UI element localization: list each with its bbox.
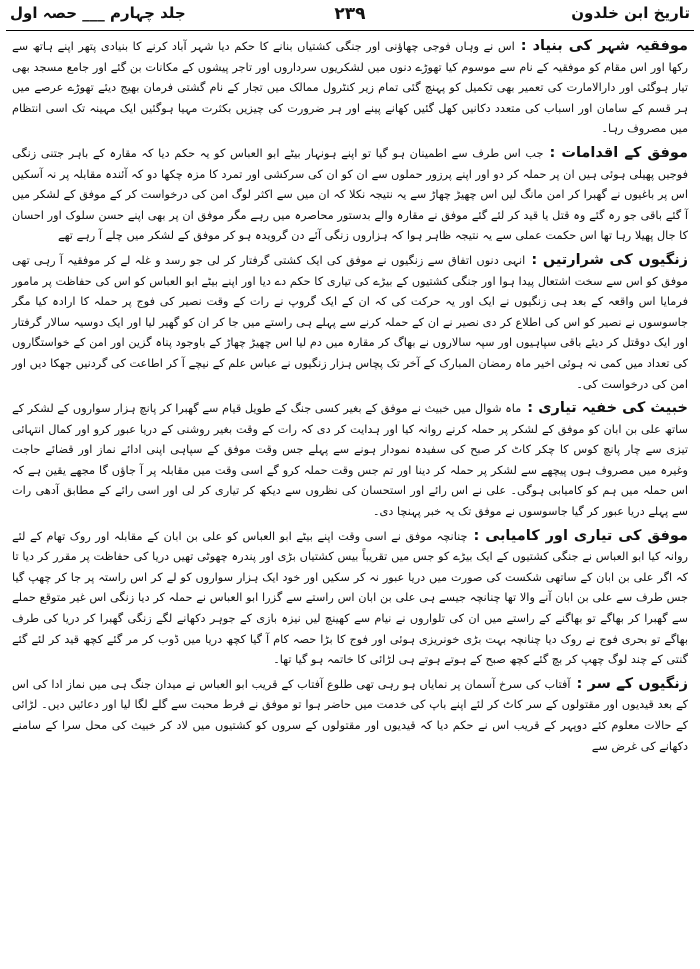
volume-label: جلد چہارم ___ حصہ اول	[10, 4, 186, 22]
paragraph-text: ماہ شوال میں خبیث نے موفق کے بغیر کسی جنگ کے طویل قیام سے گھبرا کر پانچ ہزار سواروں کے لشکر کے ساتھ علی بن ابان کو موفق کے لشکر پر حملہ کرنے روانہ کیا اور ہدایت کر دی کہ رات کے وقت بغیر روشنی کے دریا عبور کرو اور کمال انتہائی تیزی سے چار پانچ کوس کا چکر کاٹ کر صبح کی سفیدہ نمودار ہونے سے پہلے جس وقت موفق کے سپاہی اپنی ادائے نماز اور قضائے حاجت وغیرہ میں مصروف ہوں پیچھے سے لشکر پر حملہ کر دینا اور تم جس وقت حملہ کرو گے اسی وقت میں مقابلہ پر آ جاؤں گا مجھے یقین ہے کہ اس حملہ میں ہم کو کامیابی ہوگی۔ علی نے اس رائے اور استحسان کی نظروں سے دیکھ کر تیاری کر لی اور اسی رائے کے مطابق آدھی رات سے پہلے دریا عبور کر گیا جاسوسوں نے موفق تک یہ خبر پہنچا دی۔	[12, 402, 688, 519]
section-heading: زنگیوں کی شرارتیں :	[531, 251, 688, 268]
section-preparation-success	[12, 526, 688, 671]
paragraph	[12, 398, 688, 523]
paragraph	[12, 143, 688, 247]
section-heading: موفق کے اقدامات :	[549, 144, 688, 161]
paragraph	[12, 36, 688, 140]
section-zanj-mischief	[12, 250, 688, 395]
paragraph-text: انہی دنوں اتفاق سے زنگیوں نے موفق کی ایک کشتی گرفتار کر لی جو رسد و غلہ لے کر موفقیہ آ رہی تھی موفق کو اس سے سخت اشتعال پیدا ہوا اور جنگی کشتیوں کے بیڑے کی تیاری کا حکم دے دیا اور اپنے بیٹے ابو العباس کو اس کی حفاظت پر مامور فرمایا اس واقعہ کے بعد ہی زنگیوں نے ایک اور یہ حرکت کی کہ ان کے ایک گروپ نے رات کے وقت نصیر کی فوج پر حملہ کا ارادہ کیا مگر جاسوسوں نے نصیر کو اس کی اطلاع کر دی نصیر نے ان کے حملہ کرنے سے پہلے ہی راستے میں جا کر ان کو گھیر لیا اور ایک دوسیہ سالار گرفتار اور ایک دوقتل کر دیئے باقی سپاہیوں اور سپہ سالاروں نے بھاگ کر مقارہ میں دم لیا اس چھیڑ چھاڑ کے باوجود پناہ گزین اور امن کے خواستگاروں کی تعداد میں کمی نہ ہوئی اخیر ماہ رمضان المبارک کے آخر تک پچاس ہزار زنگیوں نے عباس علم کے نیچے آ کر اطاعت کی گردنیں جھکا دیں اور امن کی درخواست کی۔	[12, 253, 688, 391]
section-heading: زنگیوں کے سر :	[576, 675, 688, 692]
paragraph-text: آفتاب کی سرخ آسمان پر نمایاں ہو رہی تھی طلوع آفتاب کے قریب ابو العباس نے میدان جنگ ہی میں نماز ادا کی اس کے بعد قیدیوں اور مقتولوں کے سر کاٹ کر لئے اپنے باپ کی خدمت میں حاضر ہوا تو موفق نے فرط محبت سے گلے لگا لیا اور دعائیں دیں۔ لڑائی کے حالات معلوم کئے دوپہر کے قریب اس نے حکم دیا کہ قیدیوں اور مقتولوں کے سروں کو کشتیوں میں لاد کر خبیث کی محل سرا کے سامنے دکھانے کی غرض سے	[12, 677, 688, 753]
paragraph	[12, 674, 688, 757]
section-heading: موفق کی تیاری اور کامیابی :	[473, 527, 688, 544]
paragraph-text: چنانچہ موفق نے اسی وقت اپنے بیٹے ابو العباس کو علی بن ابان کے مقابلہ اور روک تھام کے لئے روانہ کیا ابو العباس نے جنگی کشتیوں کے ایک بیڑے کو جس میں تقریباً بیس کشتیاں بڑی اور پندرہ چھوٹی تھیں دریا کی حفاظت پر مقرر کر دیا تا کہ اگر علی بن ابان کے ساتھی شکست کی صورت میں دریا عبور نہ کر سکیں اور خود ایک ہزار سواروں کو لے کر اس راستہ پر جا کر چھپ گیا جس طرف سے علی بن ابان آنے والا تھا چنانچہ جیسے ہی علی بن ابان اس راستے سے گزرا ابو العباس نے حملہ کر دیا زنگی اس غیر متوقع حملے سے گھبرا کر بھاگے تو بھاگنے کے راستے میں ان کی تلواروں نے نیام سے کھینچ لیں نیزہ بازی کے جوہر دکھانے لگے زنگی گھبرا کر دریا کی طرف بھاگے تو بحری فوج نے روک دیا چنانچہ بہت بڑی خونریزی ہوئی اور فوج کا بڑا حصہ کام آ گیا کچھ دریا میں ڈوب کر مر گئے کچھ قید کر لئے گئے گنتی کے چند لوگ چھپ کر بچ گئے کچھ صبح کے ہوتے ہوتے ہی لڑائی کا خاتمہ ہو گیا تھا۔	[12, 529, 688, 667]
page-body	[12, 36, 688, 967]
paragraph-text: اس نے وہاں فوجی چھاؤنی اور جنگی کشتیاں بنانے کا حکم دیا شہر آباد کرنے کا بنیادی پتھر اپنے ہاتھ سے رکھا اور اس مقام کو موفقیہ کے نام سے موسوم کیا تھوڑے دنوں میں لشکریوں سرداروں اور تاجر پیشوں کے مکانات بن گئے اور جامع مسجد بھی تیار ہوگئی اور دارالامارت کی تعمیر بھی تکمیل کو پہنچ گئی تمام زیر کنٹرول ممالک میں تجار کے نام گشتی فرمان بھیج دیئے تھوڑے عرصے میں ہر قسم کے سامان اور اسباب کی متعدد دکانیں کھل گئیں کھانے پینے اور ہر ضرورت کی چیزیں بکثرت مہیا ہوگئیں ایک مہینہ تک اسی انتظام میں مصروف رہا۔	[12, 40, 688, 136]
section-muwaffaq-measures	[12, 143, 688, 247]
section-zanj-heads	[12, 674, 688, 757]
section-heading: موفقیہ شہر کی بنیاد :	[520, 38, 689, 54]
section-heading: خبیث کی خفیہ تیاری :	[527, 400, 688, 417]
page-number: ۲۳۹	[334, 4, 366, 24]
section-secret-preparation	[12, 398, 688, 523]
section-city-foundation	[12, 36, 688, 140]
paragraph	[12, 250, 688, 395]
running-header	[6, 0, 694, 31]
paragraph	[12, 526, 688, 671]
paragraph-text: جب اس طرف سے اطمینان ہو گیا تو اپنے ہونہار بیٹے ابو العباس کو یہ حکم دیا کہ مقارہ کے باہر جتنی زنگی فوجیں پھیلی ہوئی ہیں ان پر حملہ کر دو اور اپنے پرزور حملوں سے ان کو ان کی سرکشی اور تمرد کا مزہ چکھا دو کہ آئندہ مقابلہ پر نہ آسکیں اس پر باغیوں نے گھبرا کر امن مانگ لیں اس چھیڑ چھاڑ سے یہ نتیجہ نکلا کہ ان میں سے اکثر لوگ امن کی درخواست کر کے موفق کے لشکر میں آ گئے باقی جو رہ گئے وہ قتل یا قید کر لئے گئے موفق نے مقارہ والے بدستور محاصرہ میں رہے مگر موفق ان پر بھی اپنے حسن سلوک اور احسان کا جال پھیلا رہا تھا اس حکمت عملی سے یہ نتیجہ ظاہر ہوا کہ ہزاروں زنگی آئے دن گرویدہ ہو کر موفق کے لشکر میں چلے آ رہے تھے	[12, 146, 688, 243]
book-title: تاریخ ابن خلدون	[571, 4, 690, 22]
